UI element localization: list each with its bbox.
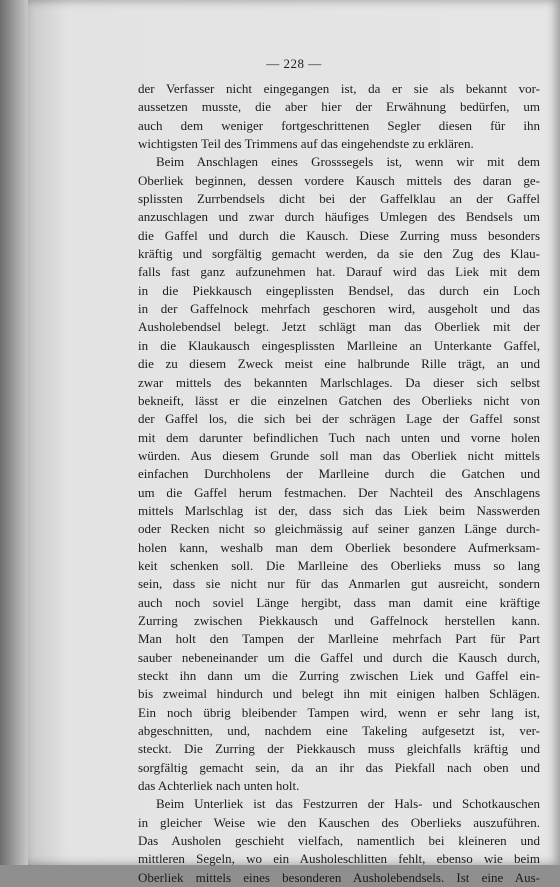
text-line: abgeschnitten, und, nachdem eine Takeling aufgesetzt ist, ver- bbox=[138, 723, 540, 739]
text-line: mittels Marlschlag ist der, dass sich das Liek beim Nasswerden bbox=[138, 502, 540, 518]
text-line: Man holt den Tampen der Marlleine mehrfach Part für Part bbox=[138, 631, 540, 647]
text-line: in die Klaukausch eingesplissten Marlleine an Unterkante Gaffel, bbox=[138, 337, 540, 353]
text-line: aussetzen musste, die aber hier der Erwähnung bedürfen, um bbox=[138, 99, 540, 115]
text-line: das Achterliek nach unten holt. bbox=[138, 778, 300, 794]
text-line: bis zweimal hindurch und belegt ihn mit einigen halben Schlägen. bbox=[138, 686, 540, 702]
text-line: holen kann, weshalb man dem Oberliek besondere Aufmerksam- bbox=[138, 539, 540, 555]
text-line: der Gaffel los, die sich bei der schrägen Lage der Gaffel sonst bbox=[138, 411, 540, 427]
text-line: bekneift, lässt er die einzelnen Gatchen des Oberlieks nicht von bbox=[138, 392, 540, 408]
body-text bbox=[138, 80, 540, 887]
text-line: Beim Unterliek ist das Festzurren der Hals- und Schotkauschen bbox=[156, 796, 540, 812]
text-line: Zurring zwischen Piekkausch und Gaffelnock herstellen kann. bbox=[138, 612, 540, 628]
text-line: die Gaffel und durch die Kausch. Diese Zurring muss besonders bbox=[138, 227, 540, 243]
text-line: kräftig und sorgfältig gemacht werden, da sie den Zug des Klau- bbox=[138, 246, 540, 262]
text-line: oder Recken nicht so gleichmässig auf seiner ganzen Länge durch- bbox=[138, 521, 540, 537]
text-line: Oberliek beginnen, dessen vordere Kausch mittels des daran ge- bbox=[138, 172, 540, 188]
text-line: wichtigsten Teil des Trimmens auf das eingehendste zu erklären. bbox=[138, 136, 474, 152]
text-line: mittleren Segeln, wo ein Ausholeschlitten fehlt, ebenso wie beim bbox=[138, 851, 540, 867]
text-line: einfachen Durchholens der Marlleine durch die Gatchen und bbox=[138, 466, 540, 482]
text-line: der Verfasser nicht eingegangen ist, da er sie als bekannt vor- bbox=[138, 81, 540, 96]
text-line: würden. Aus diesem Grunde soll man das Oberliek nicht mittels bbox=[138, 447, 540, 463]
text-line: um die Gaffel herum festmachen. Der Nachteil des Anschlagens bbox=[138, 484, 540, 500]
text-line: in gleicher Weise wie den Kauschen des Oberlieks auszuführen. bbox=[138, 814, 540, 830]
text-line: mit dem darunter befindlichen Tuch nach unten und vorne holen bbox=[138, 429, 540, 445]
text-line: Beim Anschlagen eines Grosssegels ist, wenn wir mit dem bbox=[156, 154, 540, 170]
text-line: keit schenken soll. Die Marlleine des Oberlieks muss so lang bbox=[138, 557, 540, 573]
text-line: falls fast ganz aufzunehmen hat. Darauf wird das Liek mit dem bbox=[138, 264, 540, 280]
text-line: steckt ihn dann um die Zurring zwischen Liek und Gaffel ein- bbox=[138, 668, 540, 683]
text-line: sorgfältig gemacht sein, da an ihr das Piekfall nach oben und bbox=[138, 759, 540, 775]
text-line: Ein noch übrig bleibender Tampen wird, wenn er sehr lang ist, bbox=[138, 704, 540, 720]
text-line: in der Gaffelnock mehrfach geschoren wird, ausgeholt und das bbox=[138, 301, 540, 317]
text-line: anzuschlagen und zwar durch häufiges Umlegen des Bendsels um bbox=[138, 209, 540, 225]
text-line: Oberliek mittels eines besonderen Ausholebendsels. Ist eine Aus- bbox=[138, 869, 540, 885]
text-line: Ausholebendsel belegt. Jetzt schlägt man das Oberliek mit der bbox=[138, 319, 540, 335]
page-number: — 228 — bbox=[266, 56, 322, 71]
text-line: in die Piekkausch eingeplissten Bendsel, das durch ein Loch bbox=[138, 282, 540, 298]
text-line: steckt. Die Zurring der Piekkausch muss gleichfalls kräftig und bbox=[138, 741, 540, 757]
text-line: die zu diesem Zweck meist eine halbrunde Rille trägt, an und bbox=[138, 356, 540, 372]
text-line: auch dem weniger fortgeschrittenen Segler diesen für ihn bbox=[138, 117, 540, 133]
text-line: Das Ausholen geschieht vielfach, namentlich bei kleineren und bbox=[138, 833, 540, 849]
text-line: zwar mittels des bekannten Marlschlages. Da dieser sich selbst bbox=[138, 374, 540, 390]
text-line: sauber nebeneinander um die Gaffel und durch die Kausch durch, bbox=[138, 649, 540, 665]
book-page bbox=[28, 0, 560, 885]
text-line: auch noch soviel Länge hergibt, dass man damit eine kräftige bbox=[138, 594, 540, 610]
text-line: splissten Zurrbendsels dicht bei der Gaffelklau an der Gaffel bbox=[138, 191, 540, 207]
text-line: sein, dass sie nicht nur für das Anmarlen gut ausreicht, sondern bbox=[138, 576, 540, 592]
